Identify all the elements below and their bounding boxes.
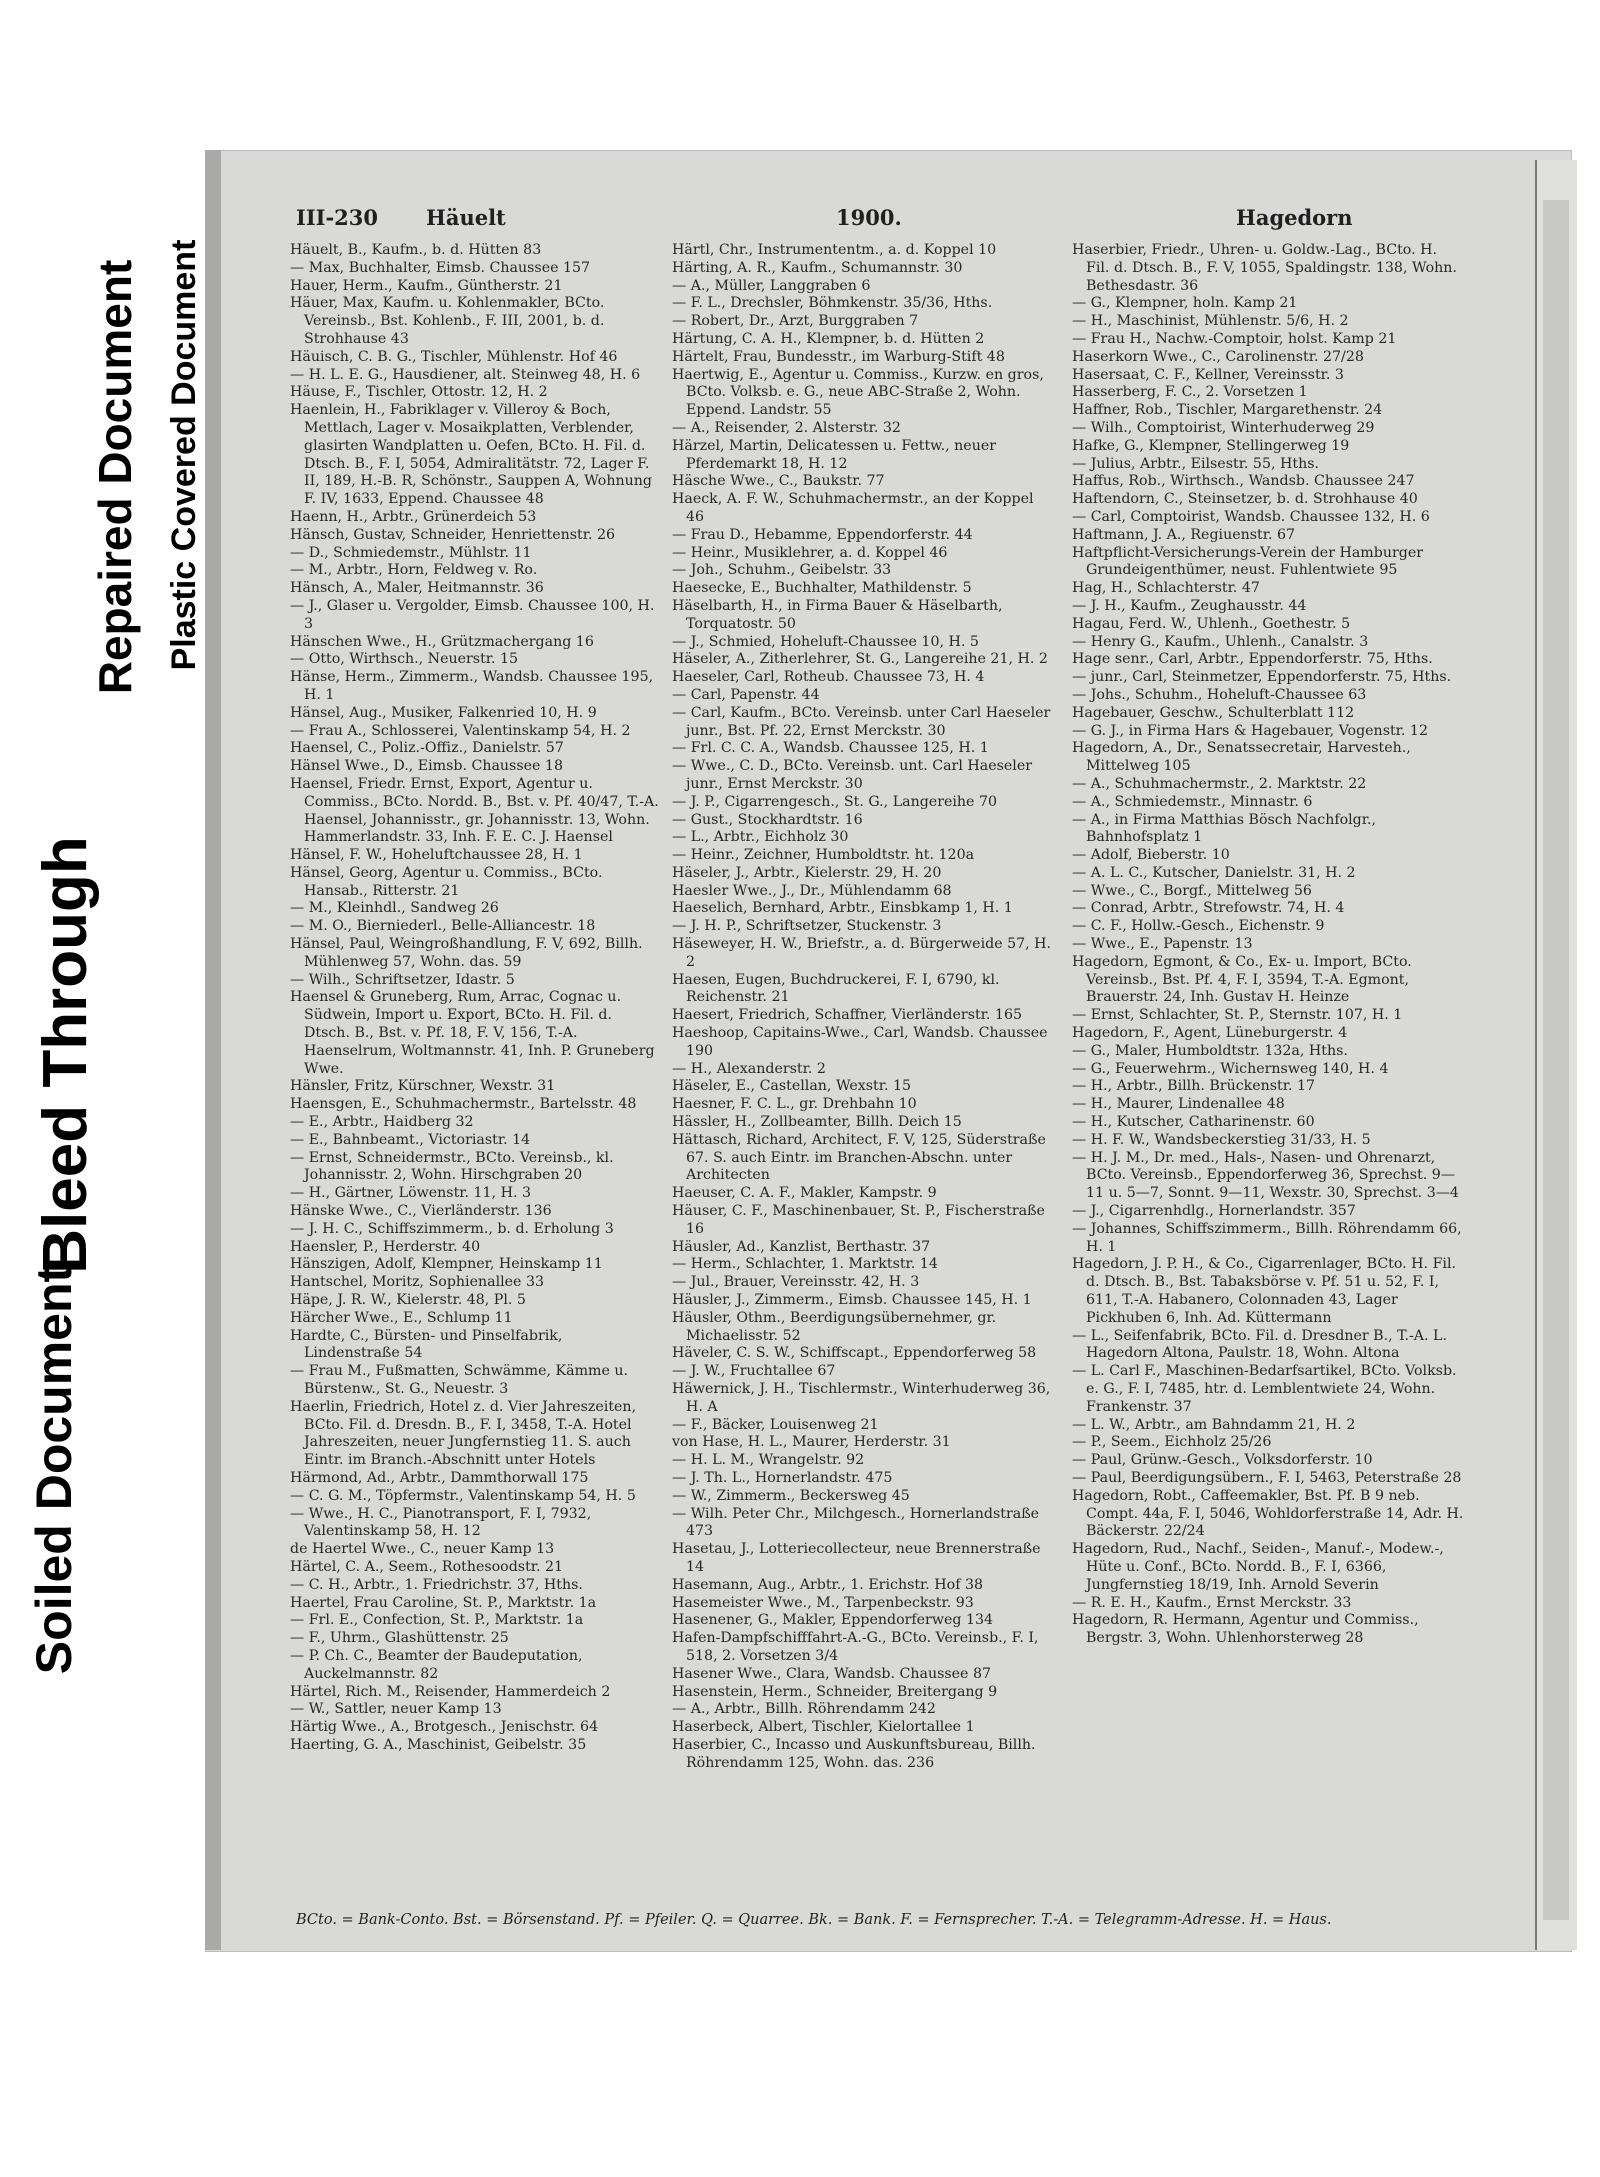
directory-entry: — Ernst, Schneidermstr., BCto. Vereinsb., kl. Johannisstr. 2, Wohn. Hirschgraben 20 xyxy=(290,1149,614,1184)
directory-entry: — Wwe., C. D., BCto. Vereinsb. unt. Carl Haeseler junr., Ernst Merckstr. 30 xyxy=(672,758,1033,792)
left-catchword: Häuelt xyxy=(426,205,506,230)
directory-entry: Hänschen Wwe., H., Grützmachergang 16 xyxy=(290,633,594,650)
directory-entry: Haeseler, Carl, Rotheub. Chaussee 73, H. 4 xyxy=(672,669,985,686)
directory-entry: — Carl, Papenstr. 44 xyxy=(672,686,820,703)
directory-entry: — A., Schmiedemstr., Minnastr. 6 xyxy=(1072,793,1313,810)
directory-entry: — C. F., Hollw.-Gesch., Eichenstr. 9 xyxy=(1072,918,1325,935)
directory-entry: — Wwe., H. C., Pianotransport, F. I, 7932, Valentinskamp 58, H. 12 xyxy=(290,1505,592,1540)
directory-entry: Häsche Wwe., C., Baukstr. 77 xyxy=(672,473,885,490)
directory-entry: — J., Glaser u. Vergolder, Eimsb. Chaussee 100, H. 3 xyxy=(290,597,655,632)
directory-entry: — J. H., Kaufm., Zeughausstr. 44 xyxy=(1072,597,1307,614)
directory-entry: Härcher Wwe., E., Schlump 11 xyxy=(290,1309,513,1326)
directory-entry: Härzel, Martin, Delicatessen u. Fettw., neuer Pferdemarkt 18, H. 12 xyxy=(672,437,997,472)
directory-entry: Hänsel, Paul, Weingroßhandlung, F. V, 692, Billh. Mühlenweg 57, Wohn. das. 59 xyxy=(290,936,643,970)
directory-entry: — G., Maler, Humboldtstr. 132a, Hths. xyxy=(1072,1042,1348,1059)
directory-entry: — H., Arbtr., Billh. Brückenstr. 17 xyxy=(1072,1078,1316,1095)
directory-entry: — H. L. E. G., Hausdiener, alt. Steinweg 48, H. 6 xyxy=(290,366,641,383)
directory-entry: — Wilh. Peter Chr., Milchgesch., Hornerlandstraße 473 xyxy=(672,1505,1040,1540)
directory-entry: — Frau M., Fußmatten, Schwämme, Kämme u. Bürstenw., St. G., Neuestr. 3 xyxy=(290,1363,629,1397)
directory-entry: Hänsel Wwe., D., Eimsb. Chaussee 18 xyxy=(290,758,563,775)
directory-entry: Häuse, F., Tischler, Ottostr. 12, H. 2 xyxy=(290,384,548,401)
directory-entry: Hagebauer, Geschw., Schulterblatt 112 xyxy=(1072,704,1355,721)
directory-entry: — F. L., Drechsler, Böhmkenstr. 35/36, Hths. xyxy=(672,295,993,312)
next-page-strip xyxy=(1543,200,1569,1920)
directory-entry: — Frau D., Hebamme, Eppendorferstr. 44 xyxy=(672,526,973,543)
directory-entry: — A., in Firma Matthias Bösch Nachfolgr., Bahnhofsplatz 1 xyxy=(1072,811,1377,846)
directory-entry: Hänsel, F. W., Hoheluftchaussee 28, H. 1 xyxy=(290,847,583,864)
side-label-bleed-through: Bleed Through xyxy=(31,836,100,1274)
directory-entry: Hasserberg, F. C., 2. Vorsetzen 1 xyxy=(1072,384,1308,401)
directory-entry: — H., Gärtner, Löwenstr. 11, H. 3 xyxy=(290,1185,532,1202)
directory-entry: — E., Bahnbeamt., Victoriastr. 14 xyxy=(290,1131,531,1148)
directory-entry: — C. H., Arbtr., 1. Friedrichstr. 37, Hths. xyxy=(290,1576,583,1593)
directory-entry: Haserkorn Wwe., C., Carolinenstr. 27/28 xyxy=(1072,348,1364,365)
directory-entry: Haenn, H., Arbtr., Grünerdeich 53 xyxy=(290,508,537,525)
directory-entry: — Conrad, Arbtr., Strefowstr. 74, H. 4 xyxy=(1072,900,1345,917)
directory-entry: Haerlin, Friedrich, Hotel z. d. Vier Jahreszeiten, BCto. Fil. d. Dresdn. B., F. I, 3458, T.-A. Hotel Jahreszeiten, neuer Jungfernstieg 11. S. auch Eintr. im Branch.-Abschnitt unter Hotels xyxy=(290,1398,637,1469)
side-label-repaired: Repaired Document xyxy=(89,259,141,695)
directory-entry: — Henry G., Kaufm., Uhlenh., Canalstr. 3 xyxy=(1072,633,1369,650)
directory-entry: Hagedorn, Robt., Caffeemakler, Bst. Pf. B 9 neb. Compt. 44a, F. I, 5046, Wohldorferstraße 14, Adr. H. Bäckerstr. 22/24 xyxy=(1072,1487,1464,1540)
directory-entry: Haeselich, Bernhard, Arbtr., Einsbkamp 1, H. 1 xyxy=(672,900,1013,917)
directory-entry: — L., Seifenfabrik, BCto. Fil. d. Dresdner B., T.-A. L. Hagedorn Altona, Paulstr. 18, Wohn. Altona xyxy=(1072,1327,1447,1362)
directory-entry: — H., Maurer, Lindenallee 48 xyxy=(1072,1096,1285,1113)
directory-entry: Haserbier, C., Incasso und Auskunftsbureau, Billh. Röhrendamm 125, Wohn. das. 236 xyxy=(672,1736,1036,1771)
directory-entry: Härtig Wwe., A., Brotgesch., Jenischstr. 64 xyxy=(290,1719,599,1736)
directory-entry: Hässler, H., Zollbeamter, Billh. Deich 15 xyxy=(672,1114,962,1131)
directory-entry: — A., Reisender, 2. Alsterstr. 32 xyxy=(672,419,901,436)
directory-entry: Haerting, G. A., Maschinist, Geibelstr. 35 xyxy=(290,1736,587,1753)
directory-entry: Hafen-Dampfschifffahrt-A.-G., BCto. Vereinsb., F. I, 518, 2. Vorsetzen 3/4 xyxy=(672,1630,1039,1664)
directory-entry: — J. H. C., Schiffszimmerm., b. d. Erholung 3 xyxy=(290,1220,614,1237)
directory-entry: — H. L. M., Wrangelstr. 92 xyxy=(672,1452,865,1469)
directory-entry: — A., Schuhmachermstr., 2. Marktstr. 22 xyxy=(1072,775,1367,792)
directory-entry: — Joh., Schuhm., Geibelstr. 33 xyxy=(672,562,892,579)
directory-entry: Häuer, Max, Kaufm. u. Kohlenmakler, BCto. Vereinsb., Bst. Kohlenb., F. III, 2001, b. d. Strohhause 43 xyxy=(290,295,605,347)
directory-entry: Häusler, J., Zimmerm., Eimsb. Chaussee 145, H. 1 xyxy=(672,1292,1032,1309)
directory-entry: Häseler, A., Zitherlehrer, St. G., Langereihe 21, H. 2 xyxy=(672,651,1048,668)
directory-year: 1900. xyxy=(836,205,902,230)
directory-entry: — L. Carl F., Maschinen-Bedarfsartikel, BCto. Volksb. e. G., F. I, 7485, htr. d. Lemblentwiete 24, Wohn. Frankenstr. 37 xyxy=(1072,1363,1457,1415)
running-head xyxy=(296,205,1436,235)
directory-entry: Haensgen, E., Schuhmachermstr., Bartelsstr. 48 xyxy=(290,1096,637,1113)
directory-entry: Haserbeck, Albert, Tischler, Kielortallee 1 xyxy=(672,1719,975,1736)
directory-entry: — H. F. W., Wandsbeckerstieg 31/33, H. 5 xyxy=(1072,1131,1371,1148)
directory-entry: — Julius, Arbtr., Eilsestr. 55, Hths. xyxy=(1072,455,1320,472)
directory-entry: — Frau A., Schlosserei, Valentinskamp 54, H. 2 xyxy=(290,722,631,739)
directory-entry: Haserbier, Friedr., Uhren- u. Goldw.-Lag., BCto. H. Fil. d. Dtsch. B., F. V, 1055, Spaldingstr. 138, Wohn. Bethesdastr. 36 xyxy=(1072,242,1457,294)
directory-entry: Haftmann, J. A., Regiuenstr. 67 xyxy=(1072,526,1296,543)
directory-entry: Haffus, Rob., Wirthsch., Wandsb. Chaussee 247 xyxy=(1072,473,1415,490)
directory-column-2 xyxy=(672,242,1056,1902)
directory-entry: Häselbarth, H., in Firma Bauer & Häselbarth, Torquatostr. 50 xyxy=(672,597,1003,632)
directory-entry: — W., Zimmerm., Beckersweg 45 xyxy=(672,1487,910,1504)
directory-entry: — Frl. C. C. A., Wandsb. Chaussee 125, H. 1 xyxy=(672,740,989,757)
directory-entry: — P., Seem., Eichholz 25/26 xyxy=(1072,1434,1272,1451)
directory-entry: — G., Feuerwehrm., Wichernsweg 140, H. 4 xyxy=(1072,1060,1389,1077)
directory-entry: — F., Bäcker, Louisenweg 21 xyxy=(672,1416,879,1433)
directory-entry: — Paul, Grünw.-Gesch., Volksdorferstr. 10 xyxy=(1072,1452,1373,1469)
directory-entry: Haesner, F. C. L., gr. Drehbahn 10 xyxy=(672,1096,917,1113)
directory-entry: Hagedorn, J. P. H., & Co., Cigarrenlager, BCto. H. Fil. d. Dtsch. B., Bst. Tabaksbörse v. Pf. 51 u. 52, F. I, 611, T.-A. Habanero, Colonnaden 43, Lager Pickhuben 6, Inh. Ad. Küttermann xyxy=(1072,1256,1457,1326)
directory-entry: Hagedorn, F., Agent, Lüneburgerstr. 4 xyxy=(1072,1025,1348,1042)
directory-entry: — L., Arbtr., Eichholz 30 xyxy=(672,829,849,846)
directory-entry: Härtel, Rich. M., Reisender, Hammerdeich 2 xyxy=(290,1683,611,1700)
directory-entry: — A., Arbtr., Billh. Röhrendamm 242 xyxy=(672,1701,936,1718)
directory-entry: Hasemeister Wwe., M., Tarpenbeckstr. 93 xyxy=(672,1594,974,1611)
directory-entry: — Heinr., Zeichner, Humboldtstr. ht. 120a xyxy=(672,847,975,864)
directory-entry: Haftendorn, C., Steinsetzer, b. d. Strohhause 40 xyxy=(1072,491,1418,508)
directory-entry: Hantschel, Moritz, Sophienallee 33 xyxy=(290,1274,545,1291)
directory-entry: Häpe, J. R. W., Kielerstr. 48, Pl. 5 xyxy=(290,1292,526,1309)
directory-entry: Haesert, Friedrich, Schaffner, Vierländerstr. 165 xyxy=(672,1007,1022,1024)
directory-entry: — F., Uhrm., Glashüttenstr. 25 xyxy=(290,1630,509,1647)
directory-entry: Haesen, Eugen, Buchdruckerei, F. I, 6790, kl. Reichenstr. 21 xyxy=(672,971,1000,1006)
directory-entry: Hage senr., Carl, Arbtr., Eppendorferstr. 75, Hths. xyxy=(1072,651,1433,668)
directory-entry: — Heinr., Musiklehrer, a. d. Koppel 46 xyxy=(672,544,948,561)
directory-entry: — H. J. M., Dr. med., Hals-, Nasen- und Ohrenarzt, BCto. Vereinsb., Eppendorferweg 36, Sprechst. 9—11 u. 5—7, Sonnt. 9—11, Wexstr. 30, Sprechst. 3—4 xyxy=(1072,1149,1459,1202)
directory-entry: Hagau, Ferd. W., Uhlenh., Goethestr. 5 xyxy=(1072,615,1351,632)
directory-entry: Hänsch, Gustav, Schneider, Henriettenstr. 26 xyxy=(290,526,616,543)
directory-entry: Haesler Wwe., J., Dr., Mühlendamm 68 xyxy=(672,882,952,899)
directory-entry: — J. Th. L., Hornerlandstr. 475 xyxy=(672,1469,893,1486)
directory-entry: Haeuser, C. A. F., Makler, Kampstr. 9 xyxy=(672,1185,937,1202)
directory-entry: Häusler, Othm., Beerdigungsübernehmer, gr. Michaelisstr. 52 xyxy=(672,1309,997,1344)
directory-entry: — Frau H., Nachw.-Comptoir, holst. Kamp 21 xyxy=(1072,330,1397,347)
directory-entry: Hänse, Herm., Zimmerm., Wandsb. Chaussee 195, H. 1 xyxy=(290,669,654,703)
directory-entry: — J., Schmied, Hoheluft-Chaussee 10, H. 5 xyxy=(672,633,979,650)
directory-entry: — D., Schmiedemstr., Mühlstr. 11 xyxy=(290,544,532,561)
directory-entry: de Haertel Wwe., C., neuer Kamp 13 xyxy=(290,1541,555,1558)
directory-entry: Häuelt, B., Kaufm., b. d. Hütten 83 xyxy=(290,242,542,258)
next-page-edge xyxy=(1535,160,1577,1950)
directory-entry: Haenlein, H., Fabriklager v. Villeroy & Boch, Mettlach, Lager v. Mosaikplatten, Verblender, glasirten Wandplatten u. Oefen, BCto. H. Fil. d. Dtsch. B., F. I, 5054, Admiralitätstr. 72, Lager F. II, 189, H.-B. R, Schönstr., Sauppen A, Wohnung F. IV, 1633, Eppend. Chaussee 48 xyxy=(290,402,652,508)
directory-entry: — J. W., Fruchtallee 67 xyxy=(672,1363,836,1380)
directory-entry: Härmond, Ad., Arbtr., Dammthorwall 175 xyxy=(290,1469,589,1486)
directory-entry: — Adolf, Bieberstr. 10 xyxy=(1072,847,1230,864)
directory-entry: Hagedorn, R. Hermann, Agentur und Commiss., Bergstr. 3, Wohn. Uhlenhorsterweg 28 xyxy=(1072,1612,1419,1647)
directory-entry: Härting, A. R., Kaufm., Schumannstr. 30 xyxy=(672,259,963,276)
directory-entry: — G. J., in Firma Hars & Hagebauer, Vogenstr. 12 xyxy=(1072,722,1428,739)
directory-entry: — Robert, Dr., Arzt, Burggraben 7 xyxy=(672,313,919,330)
directory-entry: Häseweyer, H. W., Briefstr., a. d. Bürgerweide 57, H. 2 xyxy=(672,936,1052,970)
directory-entry: — Wwe., E., Papenstr. 13 xyxy=(1072,936,1253,953)
side-label-plastic-covered: Plastic Covered Document xyxy=(165,239,203,671)
abbreviation-footer: BCto. = Bank-Conto. Bst. = Börsenstand. Pf. = Pfeiler. Q. = Quarree. Bk. = Bank. F. = Fernsprecher. T.-A. = Telegramm-Adresse. H. = Haus. xyxy=(296,1912,1332,1928)
directory-entry: — Carl, Comptoirist, Wandsb. Chaussee 132, H. 6 xyxy=(1072,508,1430,525)
directory-entry: Häveler, C. S. W., Schiffscapt., Eppendorferweg 58 xyxy=(672,1345,1037,1362)
directory-entry: Haeck, A. F. W., Schuhmachermstr., an der Koppel 46 xyxy=(672,491,1034,525)
directory-entry: — Otto, Wirthsch., Neuerstr. 15 xyxy=(290,651,519,668)
directory-column-3 xyxy=(1072,242,1464,1902)
directory-entry: — Wwe., C., Borgf., Mittelweg 56 xyxy=(1072,882,1312,899)
directory-entry: — Jul., Brauer, Vereinsstr. 42, H. 3 xyxy=(672,1274,920,1291)
directory-entry: Häwernick, J. H., Tischlermstr., Winterhuderweg 36, H. A xyxy=(672,1381,1051,1415)
directory-entry: Häseler, E., Castellan, Wexstr. 15 xyxy=(672,1078,912,1095)
directory-entry: — J. P., Cigarrengesch., St. G., Langereihe 70 xyxy=(672,793,998,810)
directory-entry: Haensel, Friedr. Ernst, Export, Agentur u. Commiss., BCto. Nordd. B., Bst. v. Pf. 40/47, T.-A. Haensel, Johannisstr., gr. Johannisstr. 13, Wohn. Hammerlandstr. 33, Inh. F. E. C. J. Haensel xyxy=(290,775,659,846)
directory-entry: Härtung, C. A. H., Klempner, b. d. Hütten 2 xyxy=(672,330,985,347)
directory-entry: Härtl, Chr., Instrumententm., a. d. Koppel 10 xyxy=(672,242,997,258)
directory-entry: Haftpflicht-Versicherungs-Verein der Hamburger Grundeigenthümer, neust. Fuhlentwiete 95 xyxy=(1072,544,1424,579)
directory-entry: Hättasch, Richard, Architect, F. V, 125, Süderstraße 67. S. auch Eintr. im Branchen-Abschn. unter Architecten xyxy=(672,1131,1046,1184)
directory-entry: Haffner, Rob., Tischler, Margarethenstr. 24 xyxy=(1072,402,1383,419)
right-catchword: Hagedorn xyxy=(1236,205,1353,230)
directory-entry: Hänszigen, Adolf, Klempner, Heinskamp 11 xyxy=(290,1256,603,1273)
directory-entry: — Carl, Kaufm., BCto. Vereinsb. unter Carl Haeseler junr., Bst. Pf. 22, Ernst Merckstr. 30 xyxy=(672,704,1051,739)
directory-entry: — Wilh., Comptoirist, Winterhuderweg 29 xyxy=(1072,419,1375,436)
directory-entry: — Johannes, Schiffszimmerm., Billh. Röhrendamm 66, H. 1 xyxy=(1072,1220,1462,1255)
directory-entry: Haensler, P., Herderstr. 40 xyxy=(290,1238,481,1255)
directory-entry: — Paul, Beerdigungsübern., F. I, 5463, Peterstraße 28 xyxy=(1072,1469,1462,1486)
directory-entry: — Gust., Stockhardtstr. 16 xyxy=(672,811,863,828)
directory-entry: Häusler, Ad., Kanzlist, Berthastr. 37 xyxy=(672,1238,931,1255)
directory-entry: — Max, Buchhalter, Eimsb. Chaussee 157 xyxy=(290,259,591,276)
directory-entry: — A. L. C., Kutscher, Danielstr. 31, H. 2 xyxy=(1072,864,1356,881)
page-number: III-230 xyxy=(296,205,379,230)
directory-entry: — H., Kutscher, Catharinenstr. 60 xyxy=(1072,1114,1315,1131)
directory-entry: Häseler, J., Arbtr., Kielerstr. 29, H. 20 xyxy=(672,864,942,881)
directory-entry: Hasenstein, Herm., Schneider, Breitergang 9 xyxy=(672,1683,998,1700)
directory-entry: von Hase, H. L., Maurer, Herderstr. 31 xyxy=(672,1434,951,1451)
directory-entry: Härtel, C. A., Seem., Rothesoodstr. 21 xyxy=(290,1558,564,1575)
side-label-soiled: Soiled Document xyxy=(26,1265,82,1675)
directory-entry: — J. H. P., Schriftsetzer, Stuckenstr. 3 xyxy=(672,918,942,935)
directory-entry: — Johs., Schuhm., Hoheluft-Chaussee 63 xyxy=(1072,686,1367,703)
directory-entry: — H., Alexanderstr. 2 xyxy=(672,1060,826,1077)
directory-entry: — L. W., Arbtr., am Bahndamm 21, H. 2 xyxy=(1072,1416,1356,1433)
directory-entry: — J., Cigarrenhdlg., Hornerlandstr. 357 xyxy=(1072,1203,1356,1220)
directory-entry: — P. Ch. C., Beamter der Baudeputation, Auckelmannstr. 82 xyxy=(290,1647,583,1682)
directory-entry: Hasemann, Aug., Arbtr., 1. Erichstr. Hof 38 xyxy=(672,1576,984,1593)
directory-entry: — Frl. E., Confection, St. P., Marktstr. 1a xyxy=(290,1612,584,1629)
directory-entry: — G., Klempner, holn. Kamp 21 xyxy=(1072,295,1298,312)
directory-entry: Hardte, C., Bürsten- und Pinselfabrik, Lindenstraße 54 xyxy=(290,1327,563,1362)
directory-entry: Hagedorn, Egmont, & Co., Ex- u. Import, BCto. Vereinsb., Bst. Pf. 4, F. I, 3594, T.-A. Egmont, Brauerstr. 24, Inh. Gustav H. Heinze xyxy=(1072,953,1412,1006)
page-binding-shadow xyxy=(205,150,221,1950)
directory-entry: — C. G. M., Töpfermstr., Valentinskamp 54, H. 5 xyxy=(290,1487,636,1504)
directory-entry: — junr., Carl, Steinmetzer, Eppendorferstr. 75, Hths. xyxy=(1072,669,1452,686)
directory-entry: Hasersaat, C. F., Kellner, Vereinsstr. 3 xyxy=(1072,366,1344,383)
directory-entry: Hasener Wwe., Clara, Wandsb. Chaussee 87 xyxy=(672,1665,992,1682)
directory-entry: — Wilh., Schriftsetzer, Idastr. 5 xyxy=(290,971,515,988)
directory-entry: Hänsel, Aug., Musiker, Falkenried 10, H. 9 xyxy=(290,704,597,721)
directory-entry: Hauer, Herm., Kaufm., Güntherstr. 21 xyxy=(290,277,563,294)
directory-entry: — E., Arbtr., Haidberg 32 xyxy=(290,1114,474,1131)
directory-entry: Haesecke, E., Buchhalter, Mathildenstr. 5 xyxy=(672,580,972,597)
directory-entry: Hänsel, Georg, Agentur u. Commiss., BCto. Hansab., Ritterstr. 21 xyxy=(290,864,603,899)
directory-entry: Härtelt, Frau, Bundesstr., im Warburg-Stift 48 xyxy=(672,348,1005,365)
directory-entry: Hänsch, A., Maler, Heitmannstr. 36 xyxy=(290,580,544,597)
directory-entry: — Ernst, Schlachter, St. P., Sternstr. 107, H. 1 xyxy=(1072,1007,1403,1024)
directory-entry: Haertel, Frau Caroline, St. P., Marktstr. 1a xyxy=(290,1594,597,1611)
directory-entry: Häuser, C. F., Maschinenbauer, St. P., Fischerstraße 16 xyxy=(672,1203,1045,1237)
directory-entry: Hänsler, Fritz, Kürschner, Wexstr. 31 xyxy=(290,1078,556,1095)
directory-entry: Hasetau, J., Lotteriecollecteur, neue Brennerstraße 14 xyxy=(672,1541,1041,1575)
directory-entry: — M., Arbtr., Horn, Feldweg v. Ro. xyxy=(290,562,538,579)
directory-entry: Hasenener, G., Makler, Eppendorferweg 134 xyxy=(672,1612,994,1629)
directory-entry: — W., Sattler, neuer Kamp 13 xyxy=(290,1701,502,1718)
directory-entry: — Herm., Schlachter, 1. Marktstr. 14 xyxy=(672,1256,938,1273)
directory-entry: — M. O., Bierniederl., Belle-Alliancestr. 18 xyxy=(290,918,596,935)
directory-entry: Häuisch, C. B. G., Tischler, Mühlenstr. Hof 46 xyxy=(290,348,618,365)
directory-entry: — A., Müller, Langgraben 6 xyxy=(672,277,871,294)
directory-entry: Haertwig, E., Agentur u. Commiss., Kurzw. en gros, BCto. Volksb. e. G., neue ABC-Straße 2, Wohn. Eppend. Landstr. 55 xyxy=(672,366,1044,419)
directory-entry: Hagedorn, Rud., Nachf., Seiden-, Manuf.-, Modew.-, Hüte u. Conf., BCto. Nordd. B., F. I, 6366, Jungfernstieg 18/19, Inh. Arnold Severin xyxy=(1072,1541,1444,1593)
directory-entry: Haensel, C., Poliz.-Offiz., Danielstr. 57 xyxy=(290,740,564,757)
directory-entry: Haeshoop, Capitains-Wwe., Carl, Wandsb. Chaussee 190 xyxy=(672,1025,1048,1059)
directory-entry: Hag, H., Schlachterstr. 47 xyxy=(1072,580,1260,597)
directory-entry: — R. E. H., Kaufm., Ernst Merckstr. 33 xyxy=(1072,1594,1352,1611)
directory-entry: — M., Kleinhdl., Sandweg 26 xyxy=(290,900,499,917)
directory-entry: Hafke, G., Klempner, Stellingerweg 19 xyxy=(1072,437,1350,454)
directory-entry: — H., Maschinist, Mühlenstr. 5/6, H. 2 xyxy=(1072,313,1349,330)
directory-entry: Hänske Wwe., C., Vierländerstr. 136 xyxy=(290,1203,552,1220)
directory-entry: Haensel & Gruneberg, Rum, Arrac, Cognac u. Südwein, Import u. Export, BCto. H. Fil. d. Dtsch. B., Bst. v. Pf. 18, F. V, 156, T.-A. Haenselrum, Woltmannstr. 41, Inh. P. Gruneberg Wwe. xyxy=(290,989,655,1077)
directory-column-1 xyxy=(290,242,662,1902)
directory-entry: Hagedorn, A., Dr., Senatssecretair, Harvesteh., Mittelweg 105 xyxy=(1072,740,1411,775)
